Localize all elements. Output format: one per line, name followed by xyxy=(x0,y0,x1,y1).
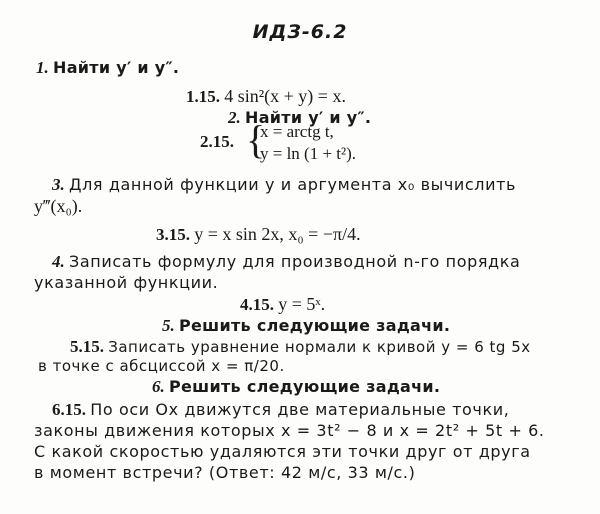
task-6-item-line-2: законы движения которых x = 3t² − 8 и x = 2t² + 5t + 6. xyxy=(34,421,545,440)
task-5-item-line-1: Записать уравнение нормали к кривой y = 6 tg 5x xyxy=(108,338,531,356)
task-5-item-line-2: в точке с абсциссой x = π/20. xyxy=(38,357,285,375)
task-4-heading-line-2: указанной функции. xyxy=(34,273,219,292)
document-title: ИДЗ-6.2 xyxy=(252,21,348,43)
task-4-item-expression: y = 5ˣ. xyxy=(278,294,326,314)
task-1-item-label: 1.15. xyxy=(186,87,220,106)
task-4-item-row xyxy=(240,294,325,315)
task-5-heading: Решить следующие задачи. xyxy=(179,316,451,335)
system-brace: { xyxy=(246,117,266,162)
task-6-heading-row xyxy=(152,377,440,397)
task-4-heading-line-1: Записать формулу для производной n-го порядка xyxy=(69,252,521,271)
task-1-item-row xyxy=(186,86,346,107)
task-2-number: 2. xyxy=(228,108,241,127)
task-5-heading-row xyxy=(162,316,450,336)
task-2-heading: Найти y′ и y″. xyxy=(245,108,372,127)
task-1-item-expression: 4 sin²(x + y) = x. xyxy=(224,86,346,106)
task-3-item-label: 3.15. xyxy=(156,225,190,244)
task-6-item-label: 6.15. xyxy=(52,400,86,419)
task-4-item-label: 4.15. xyxy=(240,295,274,314)
task-6-item-line-4: в момент встречи? (Ответ: 42 м/с, 33 м/с.) xyxy=(34,463,416,482)
task-6-number: 6. xyxy=(152,377,165,396)
task-2-system xyxy=(246,118,446,168)
task-6-item-row-1 xyxy=(52,400,509,420)
task-2-item-label: 2.15. xyxy=(200,132,234,151)
task-3-number: 3. xyxy=(52,175,65,194)
task-3-item-expression: y = x sin 2x, x₀ = −π/4. xyxy=(194,224,361,244)
task-5-item-row-1 xyxy=(70,337,531,357)
task-1-heading: Найти y′ и y″. xyxy=(53,58,180,77)
task-5-number: 5. xyxy=(162,316,175,335)
task-2-system-line-2: y = ln (1 + t²). xyxy=(260,144,357,163)
task-1-heading-row xyxy=(36,58,179,78)
task-6-item-line-3: С какой скоростью удаляются эти точки друг от друга xyxy=(34,442,531,461)
task-4-heading-row-1 xyxy=(52,252,520,272)
task-6-heading: Решить следующие задачи. xyxy=(169,377,441,396)
task-6-item-line-1: По оси Ox движутся две материальные точки, xyxy=(90,400,510,419)
task-5-item-label: 5.15. xyxy=(70,337,104,356)
task-3-heading-line-1: Для данной функции y и аргумента x₀ вычислить xyxy=(69,175,517,194)
task-1-number: 1. xyxy=(36,58,49,77)
task-4-number: 4. xyxy=(52,252,65,271)
task-3-heading-line-2: y‴(x₀). xyxy=(34,196,83,216)
task-3-heading-row-1 xyxy=(52,175,516,195)
task-3-item-row xyxy=(156,224,361,245)
task-2-system-line-1: x = arctg t, xyxy=(260,122,334,141)
